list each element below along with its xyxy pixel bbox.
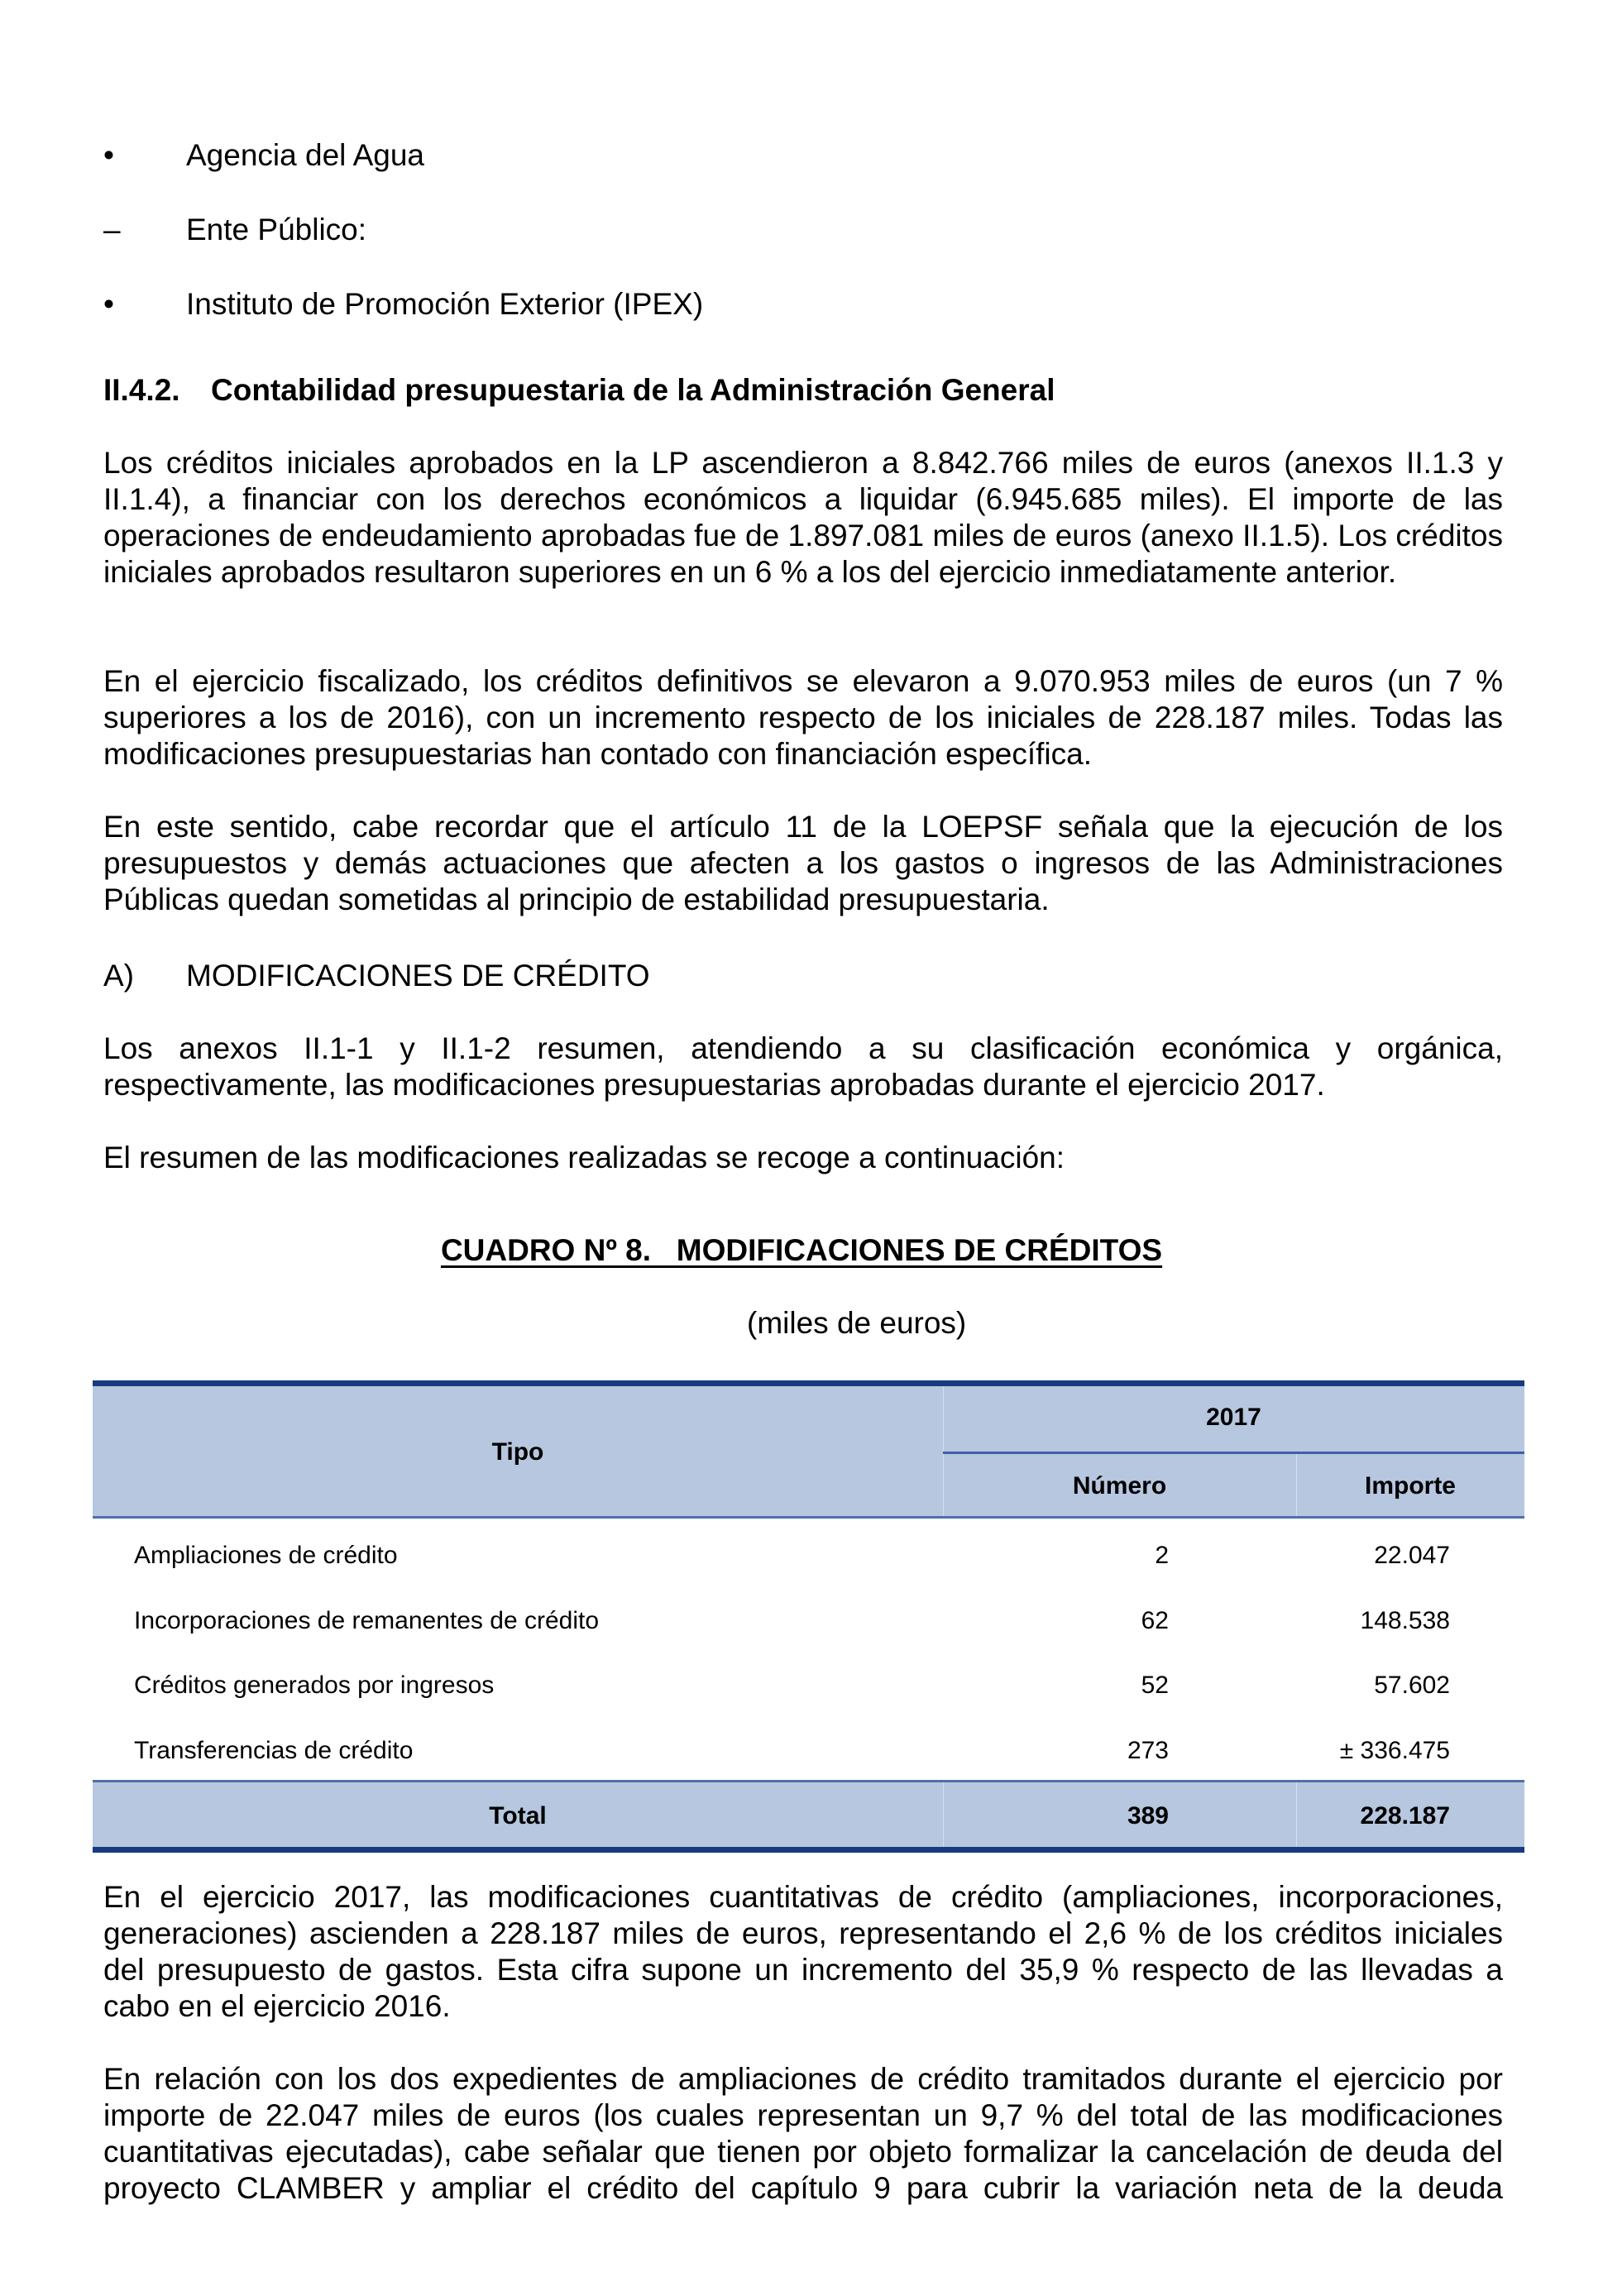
dash-icon: – xyxy=(103,213,121,246)
paragraph-definitive-credits: En el ejercicio fiscalizado, los créditos definitivos se elevaron a 9.070.953 miles de euros (un 7 % superiores a los de 2016), con un incremento respecto de los iniciales de 228.187 miles. Todas las modificaciones presupuestarias han contado con financiación específica. xyxy=(103,664,1503,771)
list-item-text: Instituto de Promoción Exterior (IPEX) xyxy=(186,287,704,321)
list-item-text: Ente Público: xyxy=(186,213,367,246)
list-item-text: Agencia del Agua xyxy=(186,138,425,172)
section-title: Contabilidad presupuestaria de la Administración General xyxy=(211,373,1055,407)
cell-tipo: Transferencias de crédito xyxy=(134,1737,414,1764)
cell-importe: 57.602 xyxy=(1374,1672,1450,1699)
total-numero: 389 xyxy=(1127,1802,1169,1830)
table-bottom-border xyxy=(93,1847,1524,1853)
header-bottom-rule xyxy=(93,1516,1524,1519)
paragraph-initial-credits: Los créditos iniciales aprobados en la LP ascendieron a 8.842.766 miles de euros (anexos II.1.3 y II.1.4), a financiar con los derechos económicos a liquidar (6.945.685 miles). El importe de las operaciones de endeudamiento aprobadas fue de 1.897.081 miles de euros (anexo II.1.5). Los créditos iniciales aprobados resultaron superiores en un 6 % a los del ejercicio inmediatamente anterior. xyxy=(103,446,1503,589)
bullet-icon: • xyxy=(103,138,114,172)
cell-tipo: Créditos generados por ingresos xyxy=(134,1672,495,1699)
bullet-icon: • xyxy=(103,287,114,321)
column-header-numero: Número xyxy=(1072,1472,1167,1500)
cell-tipo: Incorporaciones de remanentes de crédito xyxy=(134,1607,600,1634)
subsection-letter: A) xyxy=(103,959,134,993)
total-importe: 228.187 xyxy=(1360,1802,1450,1830)
header-subdivider xyxy=(943,1452,1524,1454)
table-title-text: CUADRO Nº 8. MODIFICACIONES DE CRÉDITOS xyxy=(440,1233,1163,1267)
column-header-tipo: Tipo xyxy=(491,1438,544,1466)
cell-numero: 2 xyxy=(1155,1542,1169,1569)
subsection-heading xyxy=(103,958,650,994)
cell-numero: 52 xyxy=(1141,1672,1169,1699)
total-label: Total xyxy=(489,1802,547,1830)
cell-numero: 273 xyxy=(1127,1737,1169,1764)
cell-importe: 148.538 xyxy=(1360,1607,1450,1634)
paragraph-credit-extensions: En relación con los dos expedientes de ampliaciones de crédito tramitados durante el ejercicio por importe de 22.047 miles de euros (los cuales representan un 9,7 % del total de las modificaciones cuantitativas ejecutadas), cabe señalar que tienen por objeto formalizar la cancelación de deuda del proyecto CLAMBER y ampliar el crédito del capítulo 9 para cubrir la variación neta de la deuda xyxy=(103,2062,1503,2205)
column-header-year: 2017 xyxy=(1206,1404,1261,1431)
paragraph-summary-intro: El resumen de las modificaciones realizadas se recoge a continuación: xyxy=(103,1141,1065,1174)
column-header-importe: Importe xyxy=(1364,1472,1456,1500)
cell-importe: ± 336.475 xyxy=(1339,1737,1450,1764)
table-title xyxy=(0,1232,1603,1269)
table-subtitle: (miles de euros) xyxy=(747,1306,967,1340)
paragraph-quantitative-mods: En el ejercicio 2017, las modificaciones cuantitativas de crédito (ampliaciones, incorporaciones, generaciones) ascienden a 228.187 miles de euros, representando el 2,6 % de los créditos iniciales del presupuesto de gastos. Esta cifra supone un incremento del 35,9 % respecto de las llevadas a cabo en el ejercicio 2016. xyxy=(103,1880,1503,2023)
paragraph-loepsf: En este sentido, cabe recordar que el artículo 11 de la LOEPSF señala que la ejecución de los presupuestos y demás actuaciones que afecten a los gastos o ingresos de las Administraciones Públicas quedan sometidas al principio de estabilidad presupuestaria. xyxy=(103,810,1503,916)
subsection-title: MODIFICACIONES DE CRÉDITO xyxy=(186,959,650,993)
paragraph-annexes: Los anexos II.1-1 y II.1-2 resumen, atendiendo a su clasificación económica y orgánica, respectivamente, las modificaciones presupuestarias aprobadas durante el ejercicio 2017. xyxy=(103,1031,1503,1102)
section-heading xyxy=(103,372,1055,409)
table-top-border xyxy=(93,1380,1524,1386)
cell-numero: 62 xyxy=(1141,1607,1169,1634)
cell-tipo: Ampliaciones de crédito xyxy=(134,1542,398,1569)
section-number: II.4.2. xyxy=(103,373,180,407)
cell-importe: 22.047 xyxy=(1374,1542,1450,1569)
